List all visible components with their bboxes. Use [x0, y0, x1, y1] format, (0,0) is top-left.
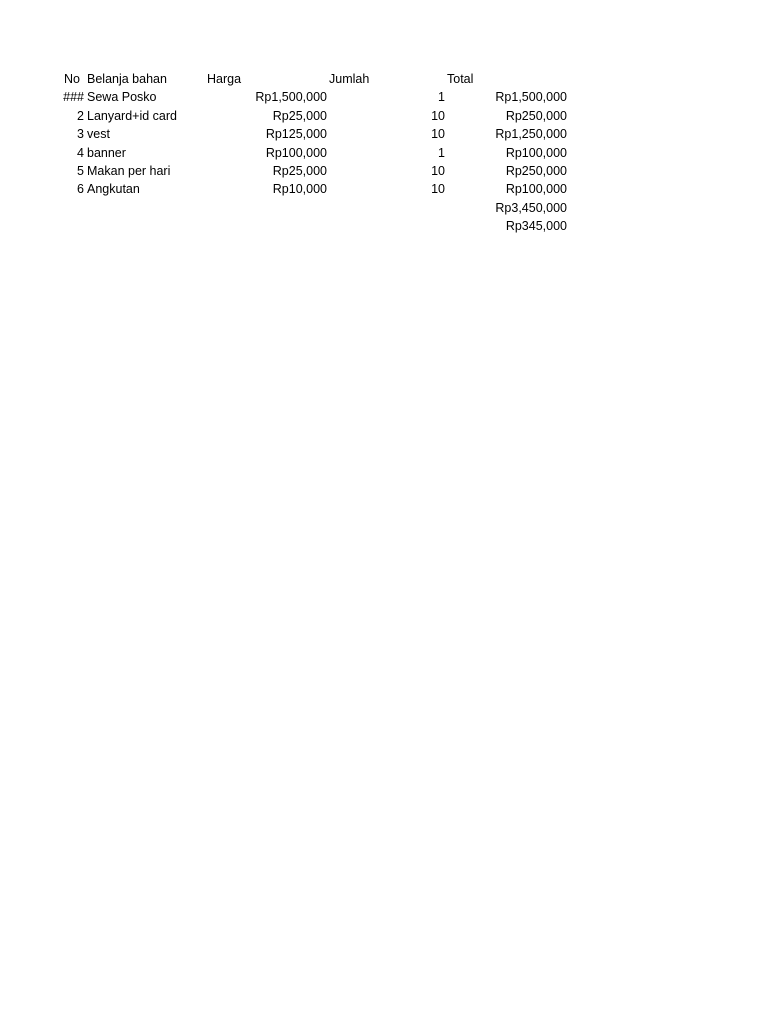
row-item: Sewa Posko [87, 90, 157, 105]
row-no: 6 [77, 182, 84, 197]
row-no: 5 [77, 163, 84, 178]
grand-total-value: Rp3,450,000 [495, 200, 567, 215]
row-harga: Rp1,500,000 [255, 90, 327, 105]
table-row [0, 180, 768, 198]
row-harga: Rp25,000 [272, 163, 327, 178]
row-total: Rp1,500,000 [495, 90, 567, 105]
row-item: Lanyard+id card [87, 108, 177, 123]
table-row [0, 88, 768, 106]
row-jumlah: 10 [431, 163, 445, 178]
row-no: 3 [77, 127, 84, 142]
row-harga: Rp100,000 [265, 145, 327, 160]
table-row [0, 162, 768, 180]
header-belanja-bahan: Belanja bahan [87, 72, 167, 86]
spreadsheet-sheet [0, 70, 768, 236]
table-row [0, 125, 768, 143]
header-jumlah: Jumlah [329, 72, 370, 86]
row-jumlah: 10 [431, 182, 445, 197]
row-total: Rp250,000 [505, 163, 567, 178]
row-item: Makan per hari [87, 163, 171, 178]
header-no: No [64, 72, 80, 86]
row-item: Angkutan [87, 182, 140, 197]
row-jumlah: 10 [431, 127, 445, 142]
table-row [0, 144, 768, 162]
row-jumlah: 10 [431, 108, 445, 123]
row-total: Rp1,250,000 [495, 127, 567, 142]
row-total: Rp250,000 [505, 108, 567, 123]
row-no: 4 [77, 145, 84, 160]
row-total: Rp100,000 [505, 182, 567, 197]
header-harga: Harga [207, 72, 242, 86]
row-jumlah: 1 [438, 90, 445, 105]
ten-percent-row [0, 217, 768, 235]
table-row [0, 107, 768, 125]
row-item: vest [87, 127, 110, 142]
row-jumlah: 1 [438, 145, 445, 160]
row-harga: Rp25,000 [272, 108, 327, 123]
row-total: Rp100,000 [505, 145, 567, 160]
header-total: Total [447, 72, 474, 86]
row-no: 2 [77, 108, 84, 123]
grand-total-row [0, 199, 768, 217]
row-harga: Rp10,000 [272, 182, 327, 197]
ten-percent-value: Rp345,000 [505, 219, 567, 234]
row-item: banner [87, 145, 126, 160]
row-harga: Rp125,000 [265, 127, 327, 142]
header-row [0, 70, 768, 88]
row-no: ### [63, 90, 84, 105]
